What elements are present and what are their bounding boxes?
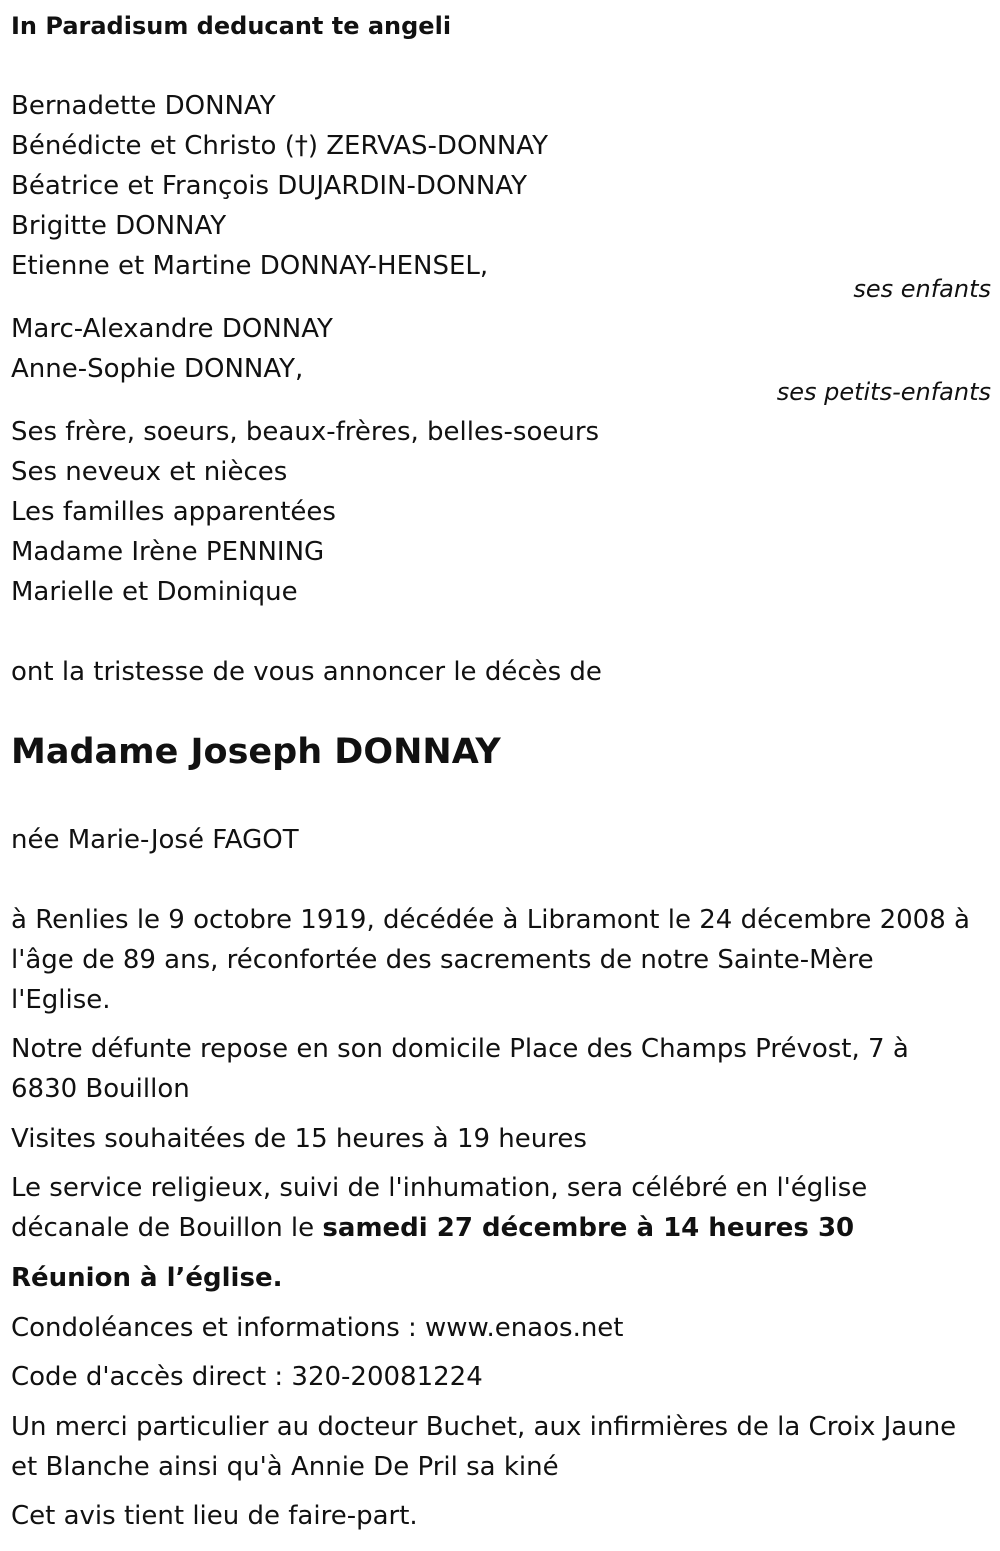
service-date: samedi 27 décembre à 14 heures 30 bbox=[322, 1213, 855, 1243]
relative-line: Madame Irène PENNING bbox=[11, 537, 325, 567]
announcement: ont la tristesse de vous annoncer le décès de bbox=[11, 657, 602, 687]
visits-line: Visites souhaitées de 15 heures à 19 heures bbox=[11, 1124, 587, 1154]
relative-line: Ses neveux et nièces bbox=[11, 457, 288, 487]
child-name: Bénédicte et Christo (†) ZERVAS-DONNAY bbox=[11, 131, 548, 161]
meeting-line: Réunion à l’église. bbox=[11, 1263, 283, 1293]
header-prayer: In Paradisum deducant te angeli bbox=[11, 12, 452, 40]
repose-line: 6830 Bouillon bbox=[11, 1074, 190, 1104]
child-name: Béatrice et François DUJARDIN-DONNAY bbox=[11, 171, 527, 201]
thanks-line: Un merci particulier au docteur Buchet, aux infirmières de la Croix Jaune bbox=[11, 1412, 957, 1442]
birth-death-line: l'âge de 89 ans, réconfortée des sacrements de notre Sainte-Mère bbox=[11, 945, 874, 975]
grandchild-name: Marc-Alexandre DONNAY bbox=[11, 314, 333, 344]
grandchild-name: Anne-Sophie DONNAY, bbox=[11, 354, 304, 384]
relative-line: Ses frère, soeurs, beaux-frères, belles-soeurs bbox=[11, 417, 600, 447]
service-line: Le service religieux, suivi de l'inhumation, sera célébré en l'église bbox=[11, 1173, 868, 1203]
child-name: Bernadette DONNAY bbox=[11, 91, 276, 121]
repose-line: Notre défunte repose en son domicile Place des Champs Prévost, 7 à bbox=[11, 1034, 909, 1064]
deceased-name: Madame Joseph DONNAY bbox=[11, 732, 501, 772]
relative-line: Marielle et Dominique bbox=[11, 577, 298, 607]
child-name: Brigitte DONNAY bbox=[11, 211, 227, 241]
children-role: ses enfants bbox=[853, 275, 991, 303]
thanks-line: et Blanche ainsi qu'à Annie De Pril sa kiné bbox=[11, 1452, 559, 1482]
access-code-line: Code d'accès direct : 320-20081224 bbox=[11, 1362, 483, 1392]
grandchildren-role: ses petits-enfants bbox=[776, 378, 991, 406]
service-place: décanale de Bouillon le bbox=[11, 1213, 323, 1243]
birth-death-line: à Renlies le 9 octobre 1919, décédée à Libramont le 24 décembre 2008 à bbox=[11, 905, 970, 935]
service-line bbox=[11, 1208, 854, 1248]
child-name: Etienne et Martine DONNAY-HENSEL, bbox=[11, 251, 489, 281]
closing-line: Cet avis tient lieu de faire-part. bbox=[11, 1501, 418, 1531]
relative-line: Les familles apparentées bbox=[11, 497, 336, 527]
maiden-name: née Marie-José FAGOT bbox=[11, 825, 299, 855]
condolences-line: Condoléances et informations : www.enaos.net bbox=[11, 1313, 624, 1343]
birth-death-line: l'Eglise. bbox=[11, 985, 111, 1015]
